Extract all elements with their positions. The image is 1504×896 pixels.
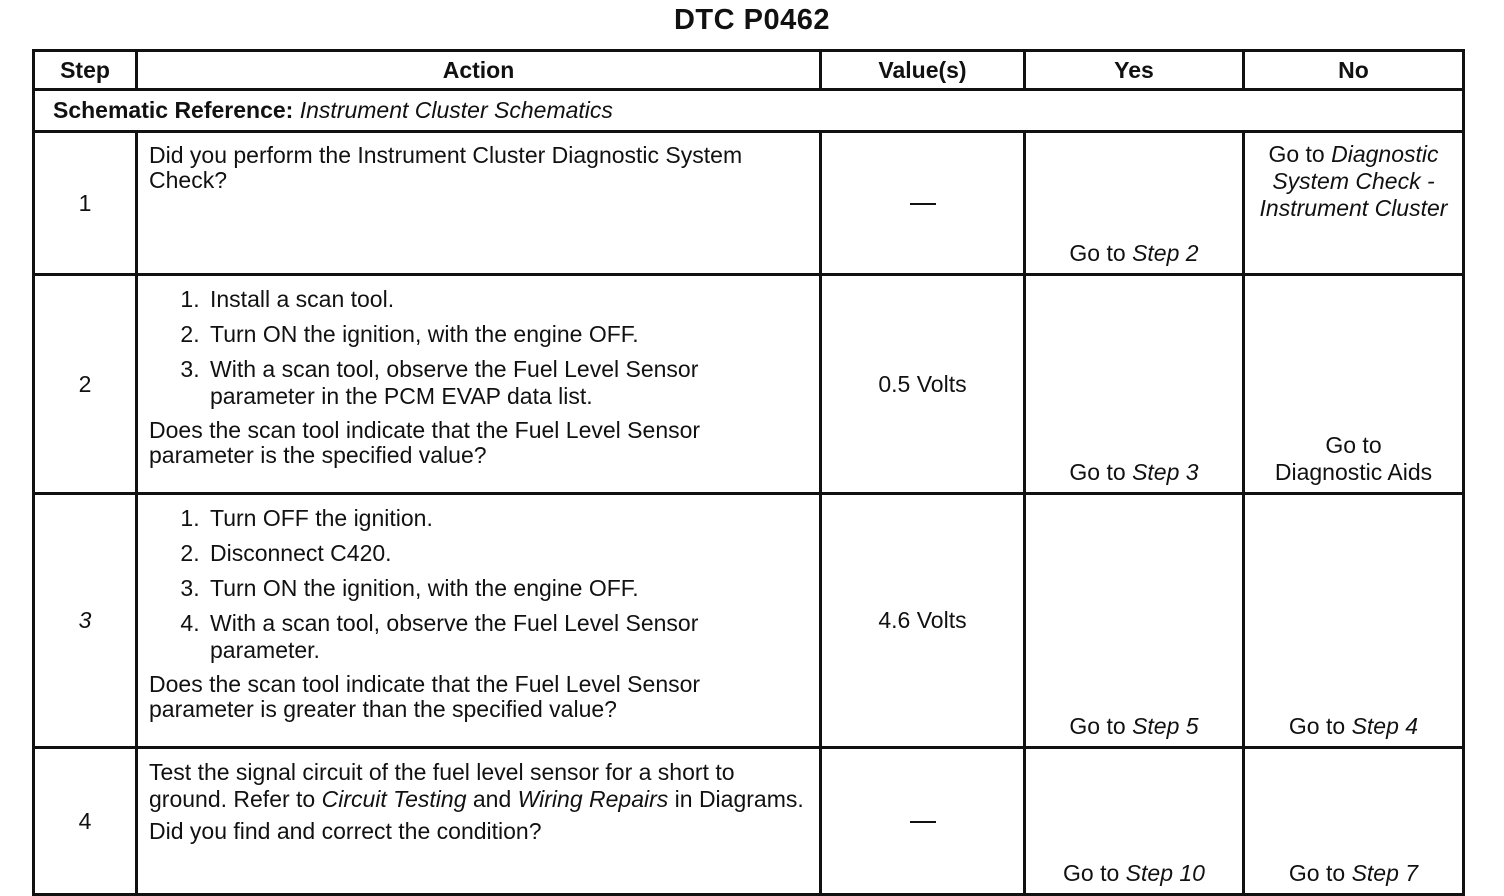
action-instruction (149, 759, 809, 813)
header-row (34, 51, 1464, 90)
dash-icon (910, 203, 936, 205)
step-number: 1 (34, 132, 137, 275)
action-steps (149, 286, 809, 410)
header-no: No (1244, 51, 1464, 90)
header-step: Step (34, 51, 137, 90)
yes-cell (1025, 494, 1244, 748)
schematic-reference (34, 90, 1464, 132)
go-to-label: Go to (1288, 713, 1346, 739)
header-yes: Yes (1025, 51, 1244, 90)
instruction-text: in Diagrams. (674, 786, 804, 812)
action-question: Does the scan tool indicate that the Fuel Level Sensor parameter is greater than the specified value? (149, 671, 701, 722)
no-step-link[interactable]: Step 4 (1351, 713, 1419, 739)
go-to-label: Go to (1268, 141, 1325, 167)
page-title: DTC P0462 (673, 4, 830, 36)
action-step-item: 1. Install a scan tool. (206, 286, 809, 313)
action-question: Did you perform the Instrument Cluster Diagnostic System Check? (149, 142, 743, 193)
value-cell (821, 748, 1025, 895)
action-cell (137, 748, 821, 895)
no-cell (1244, 748, 1464, 895)
no-target-link[interactable]: Diagnostic Aids (1274, 459, 1433, 485)
action-question: Did you find and correct the condition? (149, 818, 542, 844)
action-cell (137, 275, 821, 494)
table-row (34, 748, 1464, 895)
no-cell (1244, 494, 1464, 748)
action-step-item: 1. Turn OFF the ignition. (206, 505, 809, 532)
go-to-label: Go to (1063, 860, 1120, 886)
yes-cell (1025, 132, 1244, 275)
instruction-text: Test the signal circuit of the fuel level sensor for a short to ground. Refer to (149, 759, 735, 812)
header-action: Action (137, 51, 821, 90)
yes-step-link[interactable]: Step 3 (1132, 459, 1199, 485)
step-number-text: 3 (78, 607, 92, 633)
action-step-item: 4. With a scan tool, observe the Fuel Level Sensor parameter. (206, 610, 809, 664)
value-cell: 4.6 Volts (821, 494, 1025, 748)
action-cell (137, 132, 821, 275)
schematic-reference-label: Schematic Reference: (53, 97, 294, 123)
step-number: 2 (34, 275, 137, 494)
action-step-item: 3. Turn ON the ignition, with the engine OFF. (206, 575, 809, 602)
yes-cell (1025, 275, 1244, 494)
yes-cell (1025, 748, 1244, 895)
action-step-item: 3. With a scan tool, observe the Fuel Level Sensor parameter in the PCM EVAP data list. (206, 356, 809, 410)
step-number (34, 494, 137, 748)
action-question: Does the scan tool indicate that the Fuel Level Sensor parameter is the specified value? (149, 417, 701, 468)
action-step-item: 2. Turn ON the ignition, with the engine OFF. (206, 321, 809, 348)
table-row (34, 275, 1464, 494)
yes-step-link[interactable]: Step 10 (1125, 860, 1205, 886)
go-to-label: Go to (1069, 713, 1126, 739)
action-step-item: 2. Disconnect C420. (206, 540, 809, 567)
schematic-reference-row (34, 90, 1464, 132)
dash-icon (910, 821, 936, 823)
step-number: 4 (34, 748, 137, 895)
no-step-link[interactable]: Step 7 (1351, 860, 1419, 886)
header-values: Value(s) (821, 51, 1025, 90)
value-cell (821, 132, 1025, 275)
go-to-label: Go to (1069, 459, 1126, 485)
no-cell (1244, 275, 1464, 494)
wiring-repairs-link[interactable]: Wiring Repairs (517, 786, 669, 812)
table-row (34, 132, 1464, 275)
no-cell (1244, 132, 1464, 275)
action-steps (149, 505, 809, 664)
no-target-link[interactable]: Diagnostic System Check - Instrument Cluster (1259, 141, 1448, 221)
go-to-label: Go to (1325, 432, 1382, 458)
value-cell: 0.5 Volts (821, 275, 1025, 494)
table-row (34, 494, 1464, 748)
go-to-label: Go to (1069, 240, 1126, 266)
circuit-testing-link[interactable]: Circuit Testing (321, 786, 467, 812)
dtc-table (32, 49, 1465, 896)
instruction-text: and (472, 786, 512, 812)
yes-step-link[interactable]: Step 5 (1132, 713, 1199, 739)
action-cell (137, 494, 821, 748)
yes-step-link[interactable]: Step 2 (1132, 240, 1199, 266)
schematic-reference-link[interactable]: Instrument Cluster Schematics (299, 97, 613, 123)
go-to-label: Go to (1288, 860, 1346, 886)
